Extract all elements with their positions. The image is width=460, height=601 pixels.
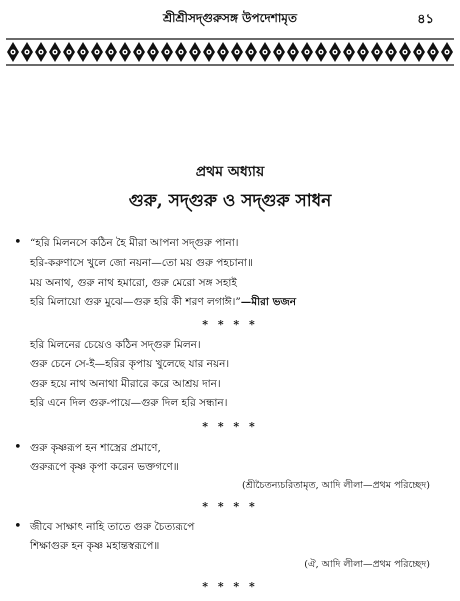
border-flower-icon bbox=[77, 42, 89, 62]
bullet-icon: • bbox=[14, 519, 22, 534]
separator-stars: * * * * bbox=[202, 500, 258, 513]
verse1-line-4 bbox=[30, 295, 296, 312]
border-flower-icon bbox=[7, 42, 19, 62]
border-flower-icon bbox=[119, 42, 131, 62]
border-flower-icon bbox=[385, 42, 397, 62]
border-flower-icon bbox=[413, 42, 425, 62]
verse1-line-1: “হরি মিলনসে কঠিন হৈ মীরা আপনা সদ্গুরু পানা। bbox=[30, 237, 239, 249]
verse1-line-4-text: হরি মিলায়ো গুরু মুঝে—গুরু হরি কী শরণ লগাঈ।” bbox=[30, 296, 241, 308]
border-flower-icon bbox=[203, 42, 215, 62]
bullet-icon: • bbox=[14, 440, 22, 455]
border-flower-icon bbox=[217, 42, 229, 62]
border-flower-icon bbox=[91, 42, 103, 62]
separator-stars: * * * * bbox=[202, 420, 258, 433]
page-number: ৪১ bbox=[417, 12, 434, 27]
border-flower-icon bbox=[427, 42, 439, 62]
border-flower-icon bbox=[301, 42, 313, 62]
border-flower-icon bbox=[133, 42, 145, 62]
verse1-attribution: —মীরা ভজন bbox=[240, 296, 297, 308]
border-flower-icon bbox=[147, 42, 159, 62]
page-header bbox=[0, 10, 460, 32]
border-flower-icon bbox=[287, 42, 299, 62]
verse1-line-2: হরি-করুণাসে খুলে জো নয়না—তো ময় গুরু পহচানা॥ bbox=[30, 257, 253, 269]
border-flower-icon bbox=[231, 42, 243, 62]
border-flower-icon bbox=[245, 42, 257, 62]
verse2-line-3: গুরু হয়ে নাথ অনাথা মীরারে করে আশ্রয় দান। bbox=[30, 378, 221, 390]
border-flower-icon bbox=[21, 42, 33, 62]
border-flower-icon bbox=[63, 42, 75, 62]
verse4-source: (ঐ, আদি লীলা—প্রথম পরিচ্ছেদ) bbox=[304, 559, 430, 570]
border-flower-icon bbox=[49, 42, 61, 62]
border-flower-icon bbox=[357, 42, 369, 62]
section-heading: গুরু, সদ্গুরু ও সদ্গুরু সাধন bbox=[128, 191, 332, 211]
border-flower-icon bbox=[273, 42, 285, 62]
border-flower-icon bbox=[371, 42, 383, 62]
border-flower-icon bbox=[329, 42, 341, 62]
verse4-line-1: জীবে সাক্ষাৎ নাহি তাতে গুরু চৈত্যরূপে bbox=[30, 521, 195, 533]
verse3-line-1: গুরু কৃষ্ণরূপ হন শাস্ত্রের প্রমাণে, bbox=[30, 442, 161, 454]
border-flower-icon bbox=[189, 42, 201, 62]
running-title: শ্রীশ্রীসদ্গুরুসঙ্গ উপদেশামৃত bbox=[163, 11, 297, 25]
bullet-icon: • bbox=[14, 235, 22, 250]
border-flower-icon bbox=[105, 42, 117, 62]
separator-stars: * * * * bbox=[202, 580, 258, 593]
border-flower-icon bbox=[315, 42, 327, 62]
verse3-line-2: গুরুরূপে কৃষ্ণ কৃপা করেন ভক্তগণে॥ bbox=[30, 461, 179, 473]
verse1-line-3: ময় অনাথ, গুরু নাথ হমারো, গুরু মেরো সঙ্গ সহাই bbox=[30, 277, 237, 289]
border-flower-icon bbox=[35, 42, 47, 62]
verse2-line-2: গুরু চেনে সে-ই—হরির কৃপায় খুলেছে যার নয়ন। bbox=[30, 358, 230, 370]
chapter-title: প্রথম অধ্যায় bbox=[195, 164, 265, 180]
border-flower-icon bbox=[441, 42, 453, 62]
border-flower-icon bbox=[399, 42, 411, 62]
separator-stars: * * * * bbox=[202, 318, 258, 331]
border-motif-row bbox=[7, 42, 453, 62]
verse2-line-4: হরি এনে দিল গুরু-পায়ে—গুরু দিল হরি সন্ধান। bbox=[30, 397, 228, 409]
border-flower-icon bbox=[161, 42, 173, 62]
border-flower-icon bbox=[343, 42, 355, 62]
border-flower-icon bbox=[175, 42, 187, 62]
verse3-source: (শ্রীচৈতন্যচরিতামৃত, আদি লীলা—প্রথম পরিচ্ছেদ) bbox=[241, 480, 430, 491]
decorative-border bbox=[6, 38, 454, 66]
verse2-line-1: হরি মিলনের চেয়েও কঠিন সদ্গুরু মিলন। bbox=[30, 339, 201, 351]
verse4-line-2: শিক্ষাগুরু হন কৃষ্ণ মহান্তস্বরূপে॥ bbox=[30, 540, 160, 552]
border-flower-icon bbox=[259, 42, 271, 62]
